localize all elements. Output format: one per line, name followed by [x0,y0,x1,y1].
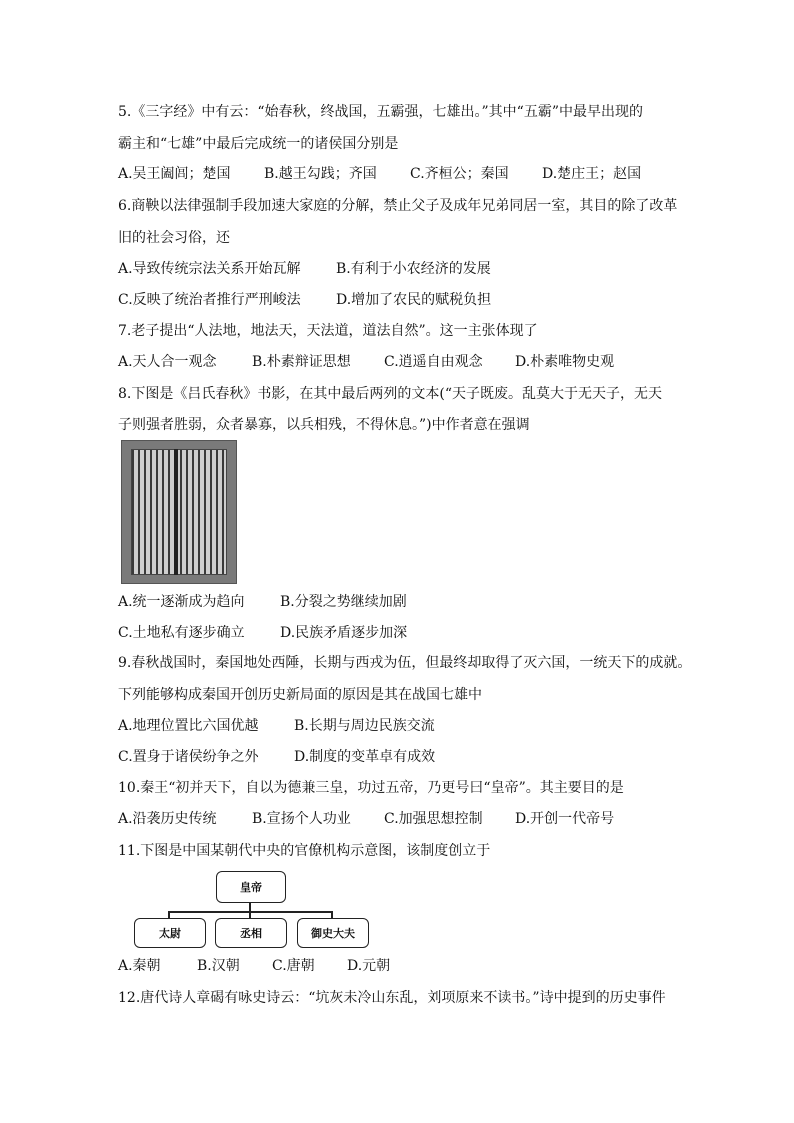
q8-stem-line1: 8.下图是《吕氏春秋》书影，在其中最后两列的文本(“天子既废。乱莫大于无天子，无天 [118,386,662,402]
q10-stem-line1: 10.秦王“初并天下，自以为德兼三皇，功过五帝，乃更号曰“皇帝”。其主要目的是 [118,780,624,796]
q7-option-d: D.朴素唯物史观 [515,354,615,370]
book-spine-seam [174,449,178,575]
q11-option-c: C.唐朝 [272,958,315,974]
q6-option-b: B.有利于小农经济的发展 [336,261,491,277]
q5-option-a: A.吴王阖闾；楚国 [118,166,231,182]
q6-option-a: A.导致传统宗法关系开始瓦解 [118,261,301,277]
q9-option-d: D.制度的变革卓有成效 [294,749,436,765]
q5-option-b: B.越王勾践；齐国 [264,166,377,182]
q10-option-a: A.沿袭历史传统 [118,811,217,827]
q5-stem-line1: 5.《三字经》中有云：“始春秋，终战国，五霸强，七雄出。”其中“五霸”中最早出现的 [118,104,643,120]
q8-option-d: D.民族矛盾逐步加深 [280,625,408,641]
q7-option-c: C.逍遥自由观念 [384,354,483,370]
q8-stem-line2: 子则强者胜弱，众者暴寡，以兵相残，不得休息。”)中作者意在强调 [118,417,530,433]
q7-option-a: A.天人合一观念 [118,354,217,370]
q5-option-c: C.齐桓公；秦国 [410,166,509,182]
q5-option-d: D.楚庄王；赵国 [542,166,642,182]
q8-option-c: C.土地私有逐步确立 [118,625,245,641]
q9-option-b: B.长期与周边民族交流 [294,718,435,734]
org-chart-connector-right [331,911,333,918]
q12-stem-line1: 12.唐代诗人章碣有咏史诗云：“坑灰未冷山东乱，刘项原来不读书。”诗中提到的历史事件 [118,990,666,1006]
q5-stem-line2: 霸主和“七雄”中最后完成统一的诸侯国分别是 [118,136,399,152]
q8-option-a: A.统一逐渐成为趋向 [118,594,245,610]
lushi-chunqiu-book-image [121,440,237,584]
q11-option-b: B.汉朝 [197,958,240,974]
q6-option-c: C.反映了统治者推行严刑峻法 [118,292,301,308]
org-chart-connector-middle [249,911,251,918]
q7-option-b: B.朴素辩证思想 [252,354,351,370]
org-chart-top-box: 皇帝 [216,871,286,903]
q6-option-d: D.增加了农民的赋税负担 [336,292,492,308]
q9-stem-line2: 下列能够构成秦国开创历史新局面的原因是其在战国七雄中 [118,687,482,703]
q7-stem-line1: 7.老子提出“人法地，地法天，天法道，道法自然”。这一主张体现了 [118,323,538,339]
q10-option-c: C.加强思想控制 [384,811,483,827]
q8-option-b: B.分裂之势继续加剧 [280,594,407,610]
book-page-text-columns [131,449,227,575]
q10-option-d: D.开创一代帝号 [515,811,615,827]
q6-stem-line1: 6.商鞅以法律强制手段加速大家庭的分解，禁止父子及成年兄弟同居一室，其目的除了改革 [118,198,678,214]
q10-option-b: B.宣扬个人功业 [252,811,351,827]
q9-stem-line1: 9.春秋战国时，秦国地处西陲，长期与西戎为伍，但最终却取得了灭六国，一统天下的成就。 [118,655,692,671]
q11-option-a: A.秦朝 [118,958,161,974]
q11-option-d: D.元朝 [347,958,391,974]
q11-stem-line1: 11.下图是中国某朝代中央的官僚机构示意图，该制度创立于 [118,843,491,859]
org-chart-child-box-3: 御史大夫 [297,918,369,948]
q6-stem-line2: 旧的社会习俗，还 [118,230,230,246]
q9-option-c: C.置身于诸侯纷争之外 [118,749,259,765]
org-chart-connector-left [168,911,170,918]
org-chart-child-box-1: 太尉 [134,918,206,948]
org-chart-child-box-2: 丞相 [215,918,287,948]
q9-option-a: A.地理位置比六国优越 [118,718,259,734]
